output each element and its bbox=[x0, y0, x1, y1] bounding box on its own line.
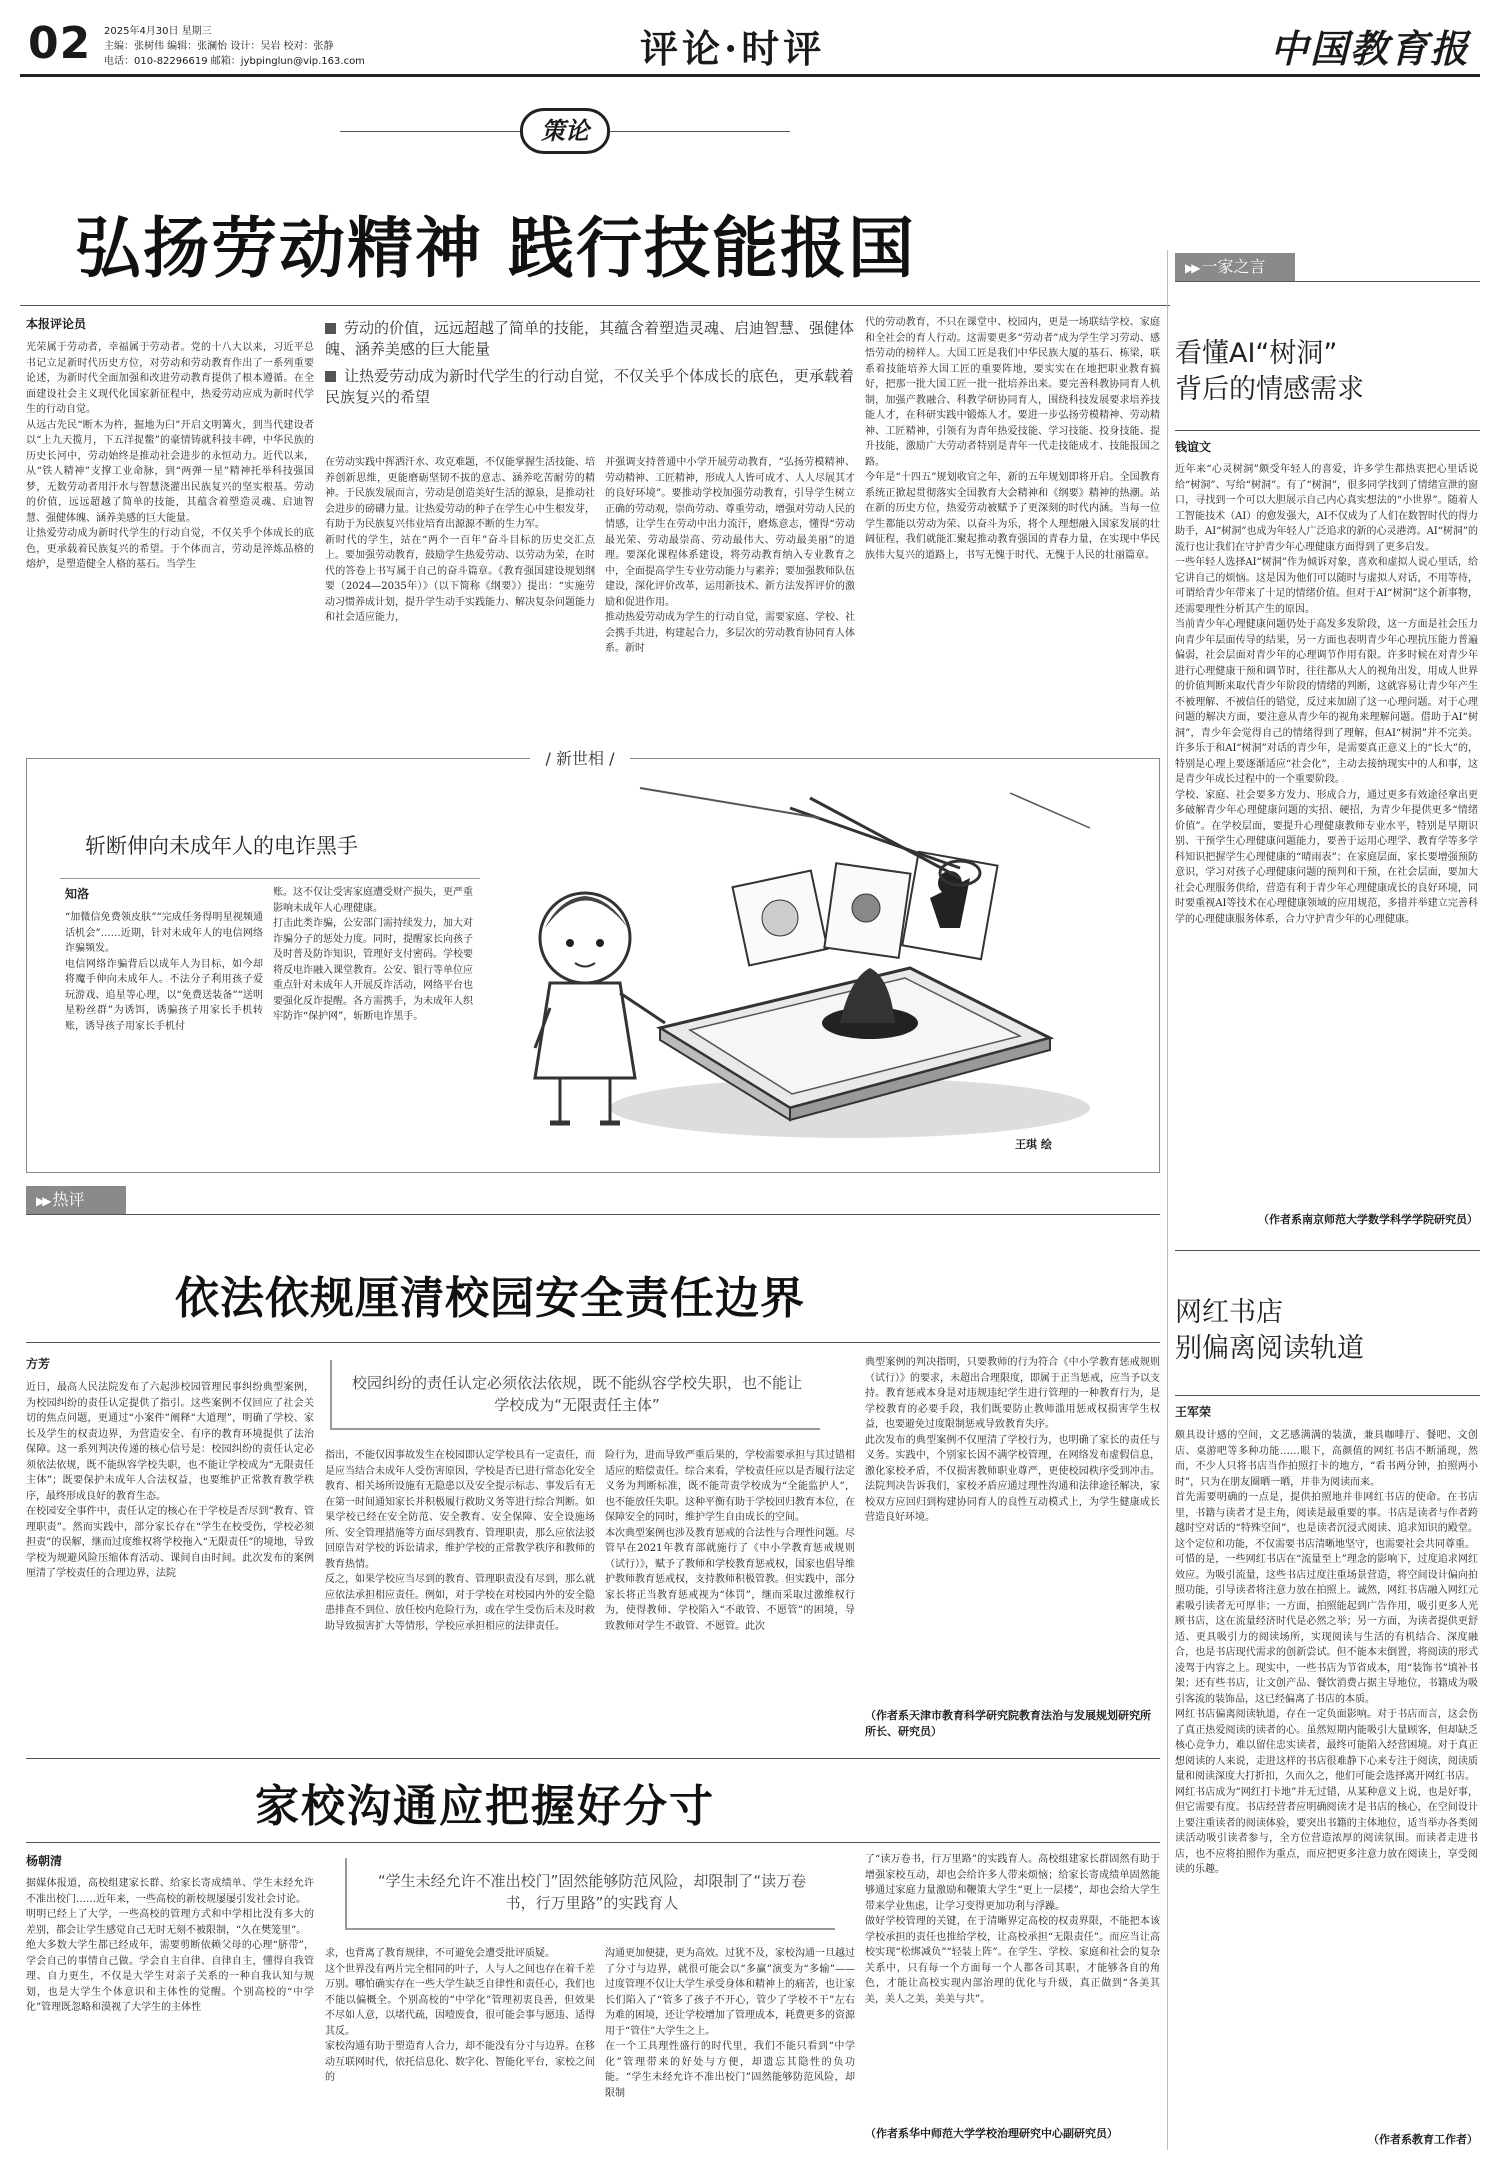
page-number: 02 bbox=[28, 18, 92, 69]
tag-repin bbox=[26, 1186, 126, 1214]
hot-col-2: 指出，不能仅因事故发生在校园即认定学校具有一定责任，而是应当结合未成年人受伤害原因，学校是否已进行常态化安全教育、相关场所设施有无隐患以及安全提示标志、事发后有无在第一时间通知家长并积极履行救助义务等进行综合判断。如果学校已经在安全防范、安全教育、安全保障、安全设施场所、安全管理措施等方面尽到教育、管理职责，那么应依法驳回原告对学校的诉讼请求，维护学校的正常教学秩序和教师的教育热情。 反之，如果学校应当尽到的教育、管理职责没有尽到，那么就应依法承担相应责任。例如，对于学校在对校园内外的安全隐患排查不到位、放任校内危险行为，或在学生受伤后未及时救助导致损害扩大等情形，学校应承担相应的法律责任。 bbox=[325, 1450, 595, 1632]
lead-col-4: 代的劳动教育，不只在课堂中、校园内，更是一场联结学校、家庭和全社会的育人行动。这需要更多“劳动者”成为学生学习劳动、感悟劳动的榜样人。大国工匠是我们中华民族大厦的基石、栋梁，联系着技能培养大国工匠的重要阵地，要实实在在地把职业教育搞好，把那一批大国工匠一批一批培养出来。要完善科教协同育人机制，加强产教融合、科教学研协同育人，围绕科技发展要求培养技能人才，在科研实践中锻炼人才。要进一步弘扬劳模精神、劳动精神、工匠精神，引领有为青年热爱技能、学习技能、投身技能、提升技能，激励广大劳动者特别是青年一代走技能成才、技能报国之路。 今年是“十四五”规划收官之年，新的五年规划即将开启。全国教育系统正掀起贯彻落实全国教育大会精神和《纲要》精神的热潮。站在新的历史方位，热爱劳动被赋予了更深刻的时代内涵。当每一位学生都能以劳动为荣、以奋斗为乐，将个人理想融入国家发展的壮阔征程，我们就能汇聚起推动教育强国的青春力量，在实现中华民族伟大复兴的道路上，书写无愧于时代、无愧于人民的壮丽篇章。 bbox=[865, 317, 1160, 561]
hot-col-1: 近日，最高人民法院发布了六起涉校园管理民事纠纷典型案例，为校园纠纷的责任认定提供了指引。这些案例不仅回应了社会关切的焦点问题，更通过“小案件”阐释“大道理”，明确了学校、家长及学生的权责边界，为营造安全、有序的教育环境提供了法治保障。这一系列判决传递的核心信号是：校园纠纷的责任认定必须依法依规，既不能纵容学校失职，也不能让学校成为“无限责任主体”；既要保护未成年人合法权益，也要维护正常教育教学秩序，最终形成良好的教育生态。 在校园安全事件中，责任认定的核心在于学校是否尽到“教育、管理职责”。然而实践中，部分家长存在“学生在校受伤，学校必须担责”的误解，继而过度维权将学校拖入“无限责任”的境地，导致学校为规避风险压缩体育活动、课间自由时间。此次发布的案例厘清了学校责任的合理边界，法院 bbox=[26, 1382, 314, 1579]
highlight-2-text: 让热爱劳动成为新时代学生的行动自觉，不仅关乎个体成长的底色，更承载着民族复兴的希望 bbox=[325, 367, 855, 406]
sidebar2-title bbox=[1175, 1295, 1364, 1367]
home-school-headline: 家校沟通应把握好分寸 bbox=[255, 1781, 715, 1832]
hot-pull-quote bbox=[330, 1360, 820, 1430]
staff-line: 主编：张树伟 编辑：张澜怡 设计：吴岩 校对：张静 bbox=[104, 41, 334, 52]
hot-col-3: 险行为，进而导致严重后果的，学校需要承担与其过错相适应的赔偿责任。综合来看，学校责任应以是否履行法定义务为判断标准，既不能苛责学校成为“全能监护人”，也不能放任失职。这种平衡有助于学校回归教育本位，在保障安全的同时，维护学生自由成长的空间。 本次典型案例也涉及教育惩戒的合法性与合理性问题。尽管早在2021年教育部就施行了《中小学教育惩戒规则（试行）》，赋予了教师和学校教育惩戒权，国家也倡导维护教师教育惩戒权，支持教师积极管教。但实践中，部分家长将正当教育惩戒视为“体罚”，继而采取过激维权行为，使得教师、学校陷入“不敢管、不愿管”的困境，导致教师对学生不敢管、不愿管。此次 bbox=[605, 1450, 855, 1632]
masthead: 中国教育报 bbox=[1270, 26, 1471, 71]
tag-yijiazhiyan bbox=[1175, 253, 1295, 281]
sidebar1-body: 近年来“心灵树洞”颇受年轻人的喜爱，许多学生都热衷把心里话说给“树洞”、写给“树洞”。有了“树洞”，很多同学找到了情绪宣泄的窗口，寻找到一个可以大胆展示自己内心真实想法的“小世界”。随着人工智能技术（AI）的愈发强大，AI不仅成为了人们在数智时代的得力助手，AI“树洞”也成为年轻人广泛追求的新的心灵港湾。AI“树洞”的流行也让我们在守护青少年心理健康方面得到了更多启发。 一些年轻人选择AI“树洞”作为倾诉对象，喜欢和虚拟人说心里话，给它讲自己的烦恼。这是因为他们可以随时与虚拟人对话，不用等待，可谓给青少年带来了十足的情绪价值。但对于AI“树洞”这个新事物，还需要理性分析其产生的原因。 当前青少年心理健康问题仍处于高发多发阶段，这一方面是社会压力向青少年层面传导的结果，另一方面也表明青少年心理抗压能力普遍偏弱，社会层面对青少年的心理调节作用有限。许多时候在对青少年进行心理健康干预和调节时，往往都从大人的视角出发，用成人世界的价值判断来取代青少年阶段的情绪的判断，这就容易让青少年产生不被理解、不被信任的错觉，反过来加剧了这一心理问题。对于心理问题的解决方面，要注意从青少年的视角来理解问题。借助于AI“树洞”，青少年会觉得自己的情绪得到了理解，但AI“树洞”并不完美。许多乐于和AI“树洞”对话的青少年，是需要真正意义上的“长大”的，特别是心理上要逐渐适应“社会化”，主动去接纳现实中的人和事，这是青少年成长过程中的一个重要阶段。 学校、家庭、社会要多方发力、形成合力，通过更多有效途径拿出更多破解青少年心理健康问题的实招、硬招，为青少年提供更多“情绪价值”。在学校层面，要提升心理健康教师专业水平，特别是早期识别、干预学生心理健康问题能力，要善于运用心理学、教育学等多学科知识把握学生心理健康的“晴雨表”；在家庭层面，家长要增强预防意识，学习对孩子心理健康问题的预判和干预，在社会层面，要加大社会心理服务供给，营造有利于青少年心理健康成长的良好环境，同时要重视AI等技术在心理健康领域的应用规范，多措并举建立完善科学的心理健康服务体系，合力守护青少年的心理健康。 bbox=[1175, 464, 1478, 925]
hot-pull-quote-text: 校园纠纷的责任认定必须依法依规，既不能纵容学校失职，也不能让学校成为“无限责任主体” bbox=[352, 1374, 803, 1414]
xinshixiang-label: / 新世相 / bbox=[530, 746, 630, 769]
home-school-signoff: （作者系华中师范大学学校治理研究中心副研究员） bbox=[865, 2127, 1118, 2140]
lead-headline: 弘扬劳动精神 践行技能报国 bbox=[75, 210, 916, 287]
hot-signoff: （作者系天津市教育科学研究院教育法治与发展规划研究所所长、研究员） bbox=[865, 1709, 1151, 1738]
cartoon-box-left bbox=[26, 758, 27, 1173]
sidebar1-tag-rule bbox=[1175, 281, 1480, 282]
sidebar1-author: 钱谊文 bbox=[1175, 440, 1212, 454]
sidebar1-signoff: （作者系南京师范大学数学科学学院研究员） bbox=[1258, 1213, 1478, 1226]
double-arrow-icon: ▶▶ bbox=[1185, 261, 1198, 275]
badge-line-left bbox=[340, 131, 520, 132]
home-school-author: 杨朝清 bbox=[26, 1854, 63, 1868]
sidebar1-title-rule bbox=[1175, 430, 1480, 431]
cartoon-title-rule bbox=[60, 878, 480, 879]
double-arrow-icon: ▶▶ bbox=[36, 1194, 49, 1208]
cartoon-title: 斩断伸向未成年人的电诈黑手 bbox=[85, 834, 358, 858]
lead-highlight-1 bbox=[325, 318, 855, 360]
sidebar1-title bbox=[1175, 336, 1364, 408]
contact-line: 电话：010-82296619 邮箱：jybpinglun@vip.163.com bbox=[104, 56, 365, 67]
sidebar2-title-rule bbox=[1175, 1395, 1480, 1396]
hot-col-4: 典型案例的判决指明，只要教师的行为符合《中小学教育惩戒规则（试行）》的要求，未超出合理限度，即属于正当惩戒，应当予以支持。教育惩戒本身是对违规违纪学生进行管理的一种教育行为，是学校教育的必要手段，我们既要防止教师滥用惩戒权损害学生权益，也要避免过度限制惩戒导致教育失序。 此次发布的典型案例不仅厘清了学校行为，也明确了家长的责任与义务。实践中，个别家长因不满学校管理，在网络发布虚假信息，激化家校矛盾，不仅损害教师职业尊严，更使校园秩序受到冲击。法院判决告诉我们，家校矛盾应通过理性沟通和法律途径解决，家校双方应回归到构建协同育人的良性互动模式上，为学生健康成长营造良好环境。 bbox=[865, 1357, 1160, 1523]
cartoon-col-1: “加微信免费领皮肤”“完成任务得明星视频通话机会”……近期，针对未成年人的电信网络诈骗频发。 电信网络诈骗背后以成年人为目标，如今却将魔手伸向未成年人。不法分子利用孩子爱玩游戏、追星等心理，以“免费送装备”“送明星粉丝群”为诱饵，诱骗孩子用家长手机转账，诱导孩子用家长手机付 bbox=[65, 912, 263, 1032]
sidebar1-title-line-1: 看懂AI“树洞” bbox=[1175, 338, 1338, 369]
home-school-pull-quote-text: “学生未经允许不准出校门”固然能够防范风险，却限制了“读万卷书，行万里路”的实践育人 bbox=[377, 1872, 807, 1912]
hot-headline: 依法依规厘清校园安全责任边界 bbox=[175, 1273, 805, 1324]
cartoon-box-bottom bbox=[26, 1172, 1160, 1173]
badge-line-right bbox=[610, 131, 790, 132]
header-rule bbox=[20, 74, 1480, 77]
tag-repin-label: 热评 bbox=[52, 1190, 85, 1209]
cartoon-drawing bbox=[490, 778, 1140, 1158]
lead-highlight-2 bbox=[325, 366, 855, 408]
lead-col-3: 并强调支持普通中小学开展劳动教育，“弘扬劳模精神、劳动精神、工匠精神，形成人人皆可成才、人人尽展其才的良好环境”。要推动学校加强劳动教育，引导学生树立正确的劳动观，崇尚劳动、尊重劳动，增强对劳动人民的情感，让学生在劳动中出力流汗，磨炼意志，懂得“劳动最光荣、劳动最崇高、劳动最伟大、劳动最美丽”的道理。要深化课程体系建设，将劳动教育纳入专业教育之中，全面提高学生专业劳动能力与素养；要加强教师队伍建设，深化评价改革，运用新技术、新方法发挥评价的激励和促进作用。 推动热爱劳动成为学生的行动自觉，需要家庭、学校、社会携手共进，构建起合力，多层次的劳动教育协同育人体系。新时 bbox=[605, 457, 855, 654]
highlight-1-text: 劳动的价值，远远超越了简单的技能，其蕴含着塑造灵魂、启迪智慧、强健体魄、涵养美感的巨大能量 bbox=[325, 319, 855, 358]
cartoon-box-right bbox=[1159, 758, 1160, 1173]
home-school-col-3: 沟通更加便捷，更为高效。过犹不及，家校沟通一旦越过了分寸与边界，就很可能会以“多赢”演变为“多输”——过度管理不仅让大学生承受身体和精神上的痛苦，也让家长们陷入了“管多了孩子不开心，管少了学校不干”左右为难的困境，还让学校增加了管理成本，耗费更多的资源用于“管住”大学生之上。 在一个工具理性盛行的时代里，我们不能只看到“中学化”管理带来的好处与方便，却遗忘其隐性的负功能。“学生未经允许不准出校门”固然能够防范风险，却限制 bbox=[605, 1948, 855, 2099]
home-school-col-2: 求，也背离了教育规律，不可避免会遭受批评质疑。 这个世界没有两片完全相同的叶子，人与人之间也存在着千差万别。哪怕确实存在一些大学生缺乏自律性和责任心，我们也不能以偏概全。个别高校的“中学化”管理初衷良善，但效果不尽如人意，以堵代疏，因噎废食，很可能会事与愿违、适得其反。 家校沟通有助于塑造育人合力，却不能没有分寸与边界。在移动互联网时代，依托信息化、数字化、智能化平台，家校之间的 bbox=[325, 1948, 595, 2083]
bullet-square-icon bbox=[325, 371, 336, 382]
sidebar2-signoff: （作者系教育工作者） bbox=[1368, 2133, 1478, 2146]
lead-col-2: 在劳动实践中挥洒汗水、攻克难题，不仅能掌握生活技能、培养创新思维，更能磨砺坚韧不拔的意志、涵养吃苦耐劳的精神。于民族发展而言，劳动是创造美好生活的源泉，是推动社会进步的磅礴力量。让热爱劳动的种子在学生心中生根发芽，有助于为民族复兴伟业培育出源源不断的生力军。 新时代的学生，站在“两个一百年”奋斗目标的历史交汇点上。要加强劳动教育，鼓励学生热爱劳动、以劳动为荣，在时代的答卷上书写属于自己的奋斗篇章。《教育强国建设规划纲要（2024—2035年）》（以下简称《纲要》）提出：“实施劳动习惯养成计划，提升学生动手实践能力、解决复杂问题能力和社会适应能力， bbox=[325, 457, 595, 623]
sidebar2-top-rule bbox=[1175, 1250, 1480, 1251]
home-school-col-4: 了“读万卷书，行万里路”的实践育人。高校组建家长群固然有助于增强家校互动，却也会给许多人带来烦恼；给家长寄成绩单固然能够通过家庭力量激励和鞭策大学生“更上一层楼”，却也会给大学生带来学业焦虑，让学习变得更加功利与浮躁。 做好学校管理的关键，在于清晰界定高校的权责界限，不能把本该学校承担的责任也推给学校，让高校承担“无限责任”。而应当让高校实现“松绑减负”“轻装上阵”。在学生、学校、家庭和社会的复杂关系中，只有每一个方面每一个人都各司其职，才能够各自的角色，才能让高校实现内部治理的优化与升级，真正做到“各美其美，美人之美，美美与共”。 bbox=[865, 1854, 1160, 2005]
right-column-divider bbox=[1167, 250, 1168, 2150]
bullet-square-icon bbox=[325, 323, 336, 334]
sidebar2-author: 王军荣 bbox=[1175, 1405, 1212, 1419]
cartoon-author: 知洛 bbox=[65, 887, 90, 901]
sidebar1-title-line-2: 背后的情感需求 bbox=[1175, 374, 1364, 405]
hot-author: 方芳 bbox=[26, 1357, 51, 1371]
cartoon-col-2: 账。这不仅让受害家庭遭受财产损失，更严重影响未成年人心理健康。 打击此类诈骗，公安部门需持续发力，加大对诈骗分子的惩处力度。同时，提醒家长向孩子及时普及防诈知识，管理好支付密码。学校要将反电诈融入课堂教育。公安、银行等单位应重点针对未成年人开展反诈活动，网络平台也要强化反诈提醒。各方需携手，为未成年人织牢防诈“保护网”，斩断电诈黑手。 bbox=[273, 887, 473, 1022]
cartoon-illustration bbox=[490, 778, 1140, 1158]
hot-headline-rule bbox=[26, 1342, 1160, 1343]
home-school-pull-quote bbox=[345, 1858, 835, 1930]
date-line: 2025年4月30日 星期三 bbox=[104, 26, 212, 37]
celun-badge bbox=[520, 108, 610, 154]
tag-yijiazhiyan-label: 一家之言 bbox=[1201, 257, 1266, 276]
xinshixiang-text: 新世相 bbox=[555, 749, 604, 768]
home-school-headline-rule bbox=[26, 1842, 1160, 1843]
cartoon-illustrator: 王琪 绘 bbox=[1015, 1138, 1052, 1151]
sidebar2-body: 颇具设计感的空间，文艺感满满的装潢，兼具咖啡厅、餐吧、文创店、桌游吧等多种功能……眼下，高颜值的网红书店不断涌现，然而，不少人只将书店当作拍照打卡的地方，“看书两分钟，拍照两小时”，只为在朋友圈晒一晒，并非为阅读而来。 首先需要明确的一点是，提供拍照地并非网红书店的使命。在书店里，书籍与读者才是主角，阅读是最重要的事。书店是读者与作者跨越时空对话的“特殊空间”，也是读者沉浸式阅读、追求知识的殿堂。这个定位和功能，不仅需要书店清晰地坚守，也需要社会共同尊重。 可惜的是，一些网红书店在“流量至上”理念的影响下，过度追求网红效应。为吸引流量，这些书店过度注重场景营造，将空间设计偏向拍照功能，引导读者将注意力放在拍照上。诚然，网红书店融入网红元素吸引读者无可厚非；一方面，拍照能起到广告作用，吸引更多人光顾书店，这在流量经济时代是必然之举；另一方面，为读者提供更舒适、更具吸引力的阅读场所，实现阅读与生活的有机结合、深度融合，也是书店现代需求的创新尝试。但不能本末倒置，将阅读的形式凌驾于内容之上。现实中，一些书店为节省成本，用“装饰书”填补书架；还有些书店，让文创产品、餐饮消费占据主导地位，书籍成为吸引客流的装饰品，这已经偏离了书店的本质。 网红书店偏离阅读轨道，存在一定负面影响。对于书店而言，这会伤了真正热爱阅读的读者的心。虽然短期内能吸引大量顾客，但却缺乏核心竞争力，难以留住忠实读者，最终可能陷入经营困境。对于真正想阅读的人来说，走进这样的书店很难静下心来专注于阅读，阅读质量和阅读深度大打折扣，久而久之，他们可能会选择离开网红书店。 网红书店成为“网红打卡地”并无过错，从某种意义上说，也是好事，但它需要有度。书店经营者应明确阅读才是书店的核心，在空间设计上要注重读者的阅读体验，要突出书籍的主体地位，适当举办各类阅读活动吸引读者参与，全方位营造浓厚的阅读氛围。而读者走进书店，也不应将拍照作为重点，而应把更多注意力放在阅读上，享受阅读的乐趣。 bbox=[1175, 1430, 1478, 1875]
home-school-top-rule bbox=[26, 1758, 1160, 1759]
celun-badge-label: 策论 bbox=[541, 116, 589, 145]
lead-author: 本报评论员 bbox=[26, 317, 87, 331]
home-school-col-1: 据媒体报道，高校组建家长群、给家长寄成绩单、学生未经允许不准出校门……近年来，一些高校的新校规屡屡引发社会讨论。 明明已经上了大学，一些高校的管理方式和中学相比没有多大的差别，都会让学生感觉自己无时无刻不被限制，“久在樊笼里”。 绝大多数大学生都已经成年，需要剪断依赖父母的心理“脐带”，学会自己的事情自己做。学会自主自律、自律自主，懂得自我管理、自力更生，不仅是大学生对亲子关系的一种自我认知与规划，也是大学生个体意识和主体性的觉醒。个别高校的“中学化”管理既忽略和漠视了大学生的主体性 bbox=[26, 1878, 314, 2013]
lead-top-rule bbox=[20, 305, 1170, 306]
lead-col-1: 光荣属于劳动者，幸福属于劳动者。党的十八大以来，习近平总书记立足新时代历史方位，对劳动和劳动教育作出了一系列重要论述，为新时代全面加强和改进劳动教育提供了根本遵循。在全面建设社会主义现代化国家新征程中，热爱劳动应成为新时代学生的行动自觉。 从远古先民“断木为杵，掘地为臼”开启文明篝火，到当代建设者以“上九天揽月，下五洋捉鳖”的豪情铸就科技丰碑，中华民族的历史长河中，劳动始终是推动社会进步的永恒动力。近代以来，从“铁人精神”支撑工业命脉，到“两弹一星”精神托举科技强国梦，无数劳动者用汗水与智慧浇灌出民族复兴的坚实根基。劳动的价值，远远超越了简单的技能，其蕴含着塑造灵魂、启迪智慧、强健体魄、涵养美感的巨大能量。 让热爱劳动成为新时代学生的行动自觉，不仅关乎个体成长的底色，更承载着民族复兴的希望。于个体而言，劳动是淬炼品格的熔炉，是塑造健全人格的基石。当学生 bbox=[26, 342, 314, 570]
hot-tag-rule bbox=[26, 1214, 1160, 1215]
sidebar2-title-line-2: 别偏离阅读轨道 bbox=[1175, 1333, 1364, 1364]
sidebar2-title-line-1: 网红书店 bbox=[1175, 1297, 1283, 1328]
section-title: 评论·时评 bbox=[640, 26, 826, 71]
